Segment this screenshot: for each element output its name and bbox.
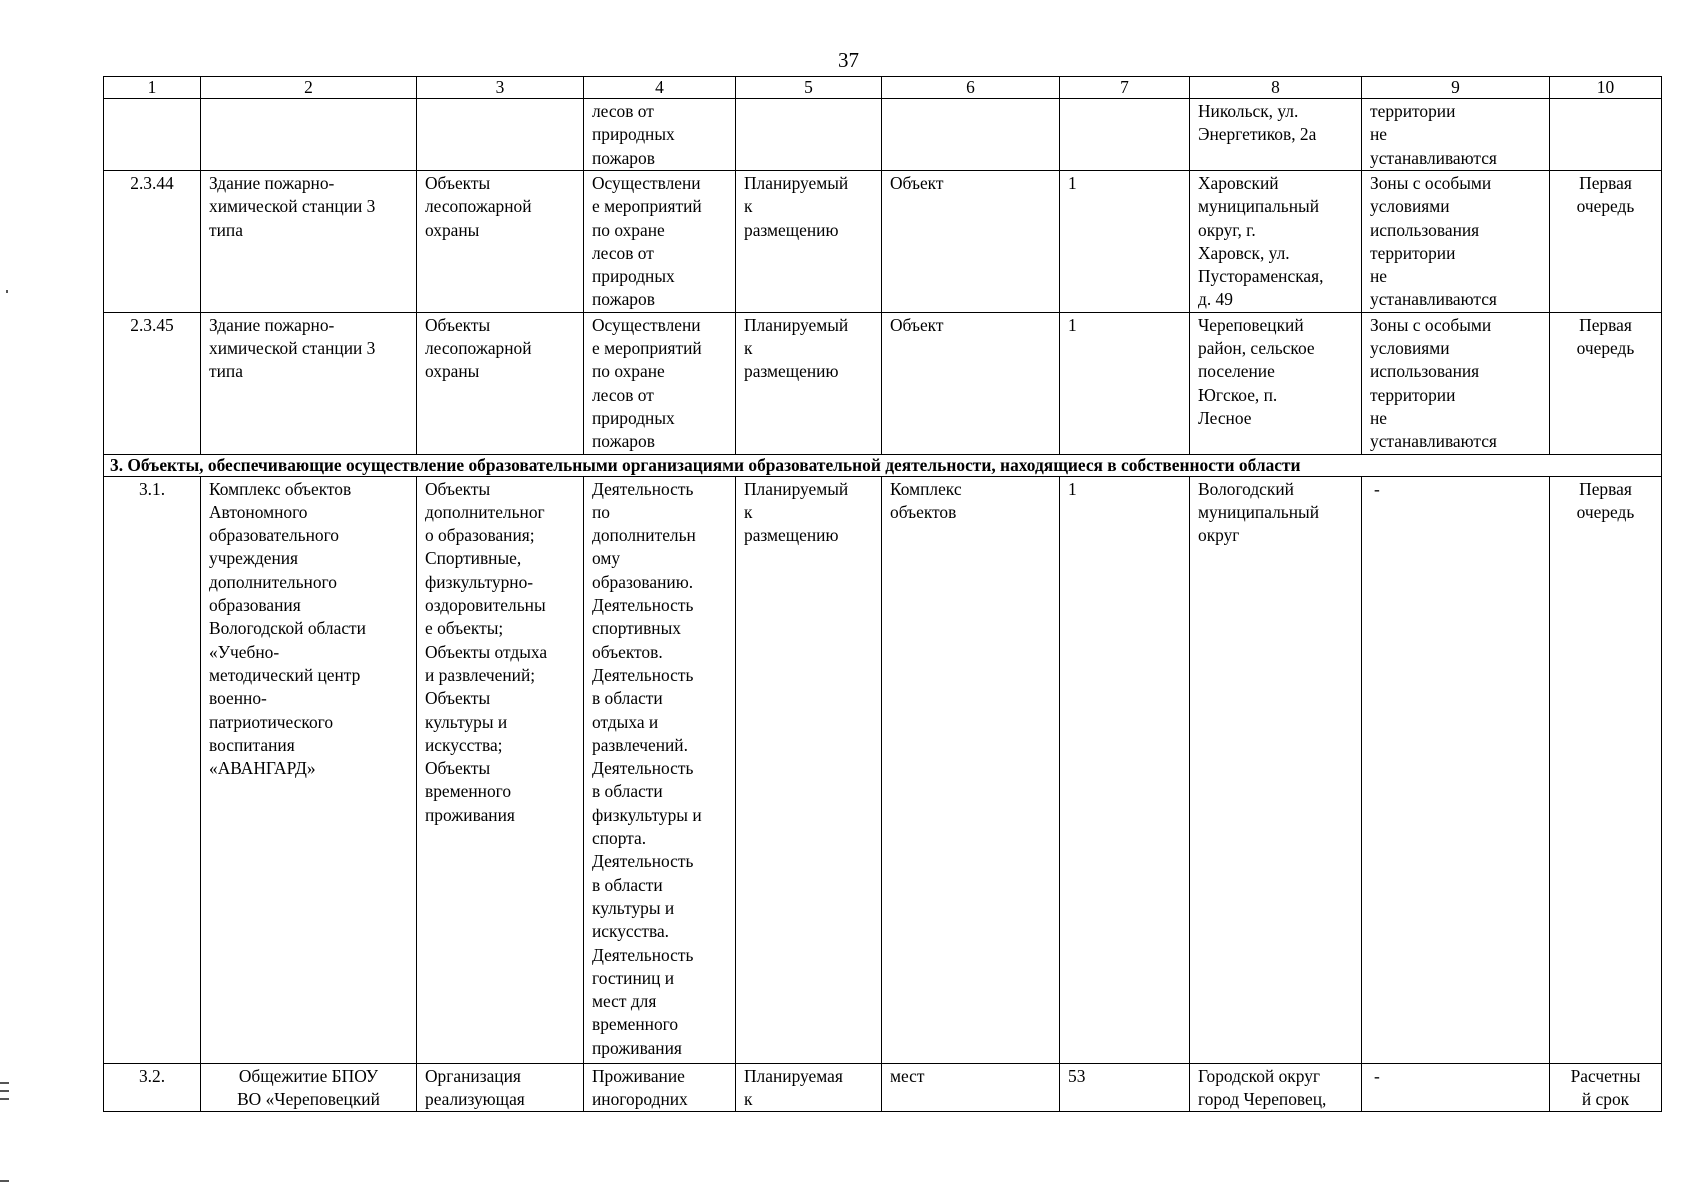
object-stage: Первая очередь <box>1550 476 1662 1063</box>
object-unit: Объект <box>882 171 1060 313</box>
col-header-7: 7 <box>1060 77 1190 99</box>
cell <box>1060 99 1190 171</box>
object-zones: Зоны с особыми условиями использования территории не устанавливаются <box>1362 171 1550 313</box>
scan-mark <box>0 1090 9 1092</box>
table-row-2-3-44 <box>104 171 1662 313</box>
cell <box>882 99 1060 171</box>
table-row-3-1 <box>104 476 1662 1063</box>
object-location: Вологодский муниципальный округ <box>1190 476 1362 1063</box>
object-count: 1 <box>1060 171 1190 313</box>
object-zones: - <box>1362 476 1550 1063</box>
object-name: Общежитие БПОУ ВО «Череповецкий <box>201 1063 417 1112</box>
object-count: 1 <box>1060 312 1190 454</box>
scan-mark <box>0 1082 9 1084</box>
cell <box>736 99 882 171</box>
object-status: Планируемый к размещению <box>736 476 882 1063</box>
table-row-3-2 <box>104 1063 1662 1112</box>
scan-mark <box>6 290 8 293</box>
section-heading: 3. Объекты, обеспечивающие осуществление образовательными организациями образовательной деятельности, находящиеся в собственности области <box>104 454 1662 476</box>
column-number-row <box>104 77 1662 99</box>
cell <box>1550 99 1662 171</box>
object-count: 1 <box>1060 476 1190 1063</box>
col-header-6: 6 <box>882 77 1060 99</box>
col-header-5: 5 <box>736 77 882 99</box>
col-header-1: 1 <box>104 77 201 99</box>
object-status: Планируемый к размещению <box>736 171 882 313</box>
object-type: Организация реализующая <box>417 1063 584 1112</box>
object-zones: - <box>1362 1063 1550 1112</box>
object-status: Планируемый к размещению <box>736 312 882 454</box>
object-type: Объекты дополнительног о образования; Спортивные, физкультурно- оздоровительны е объекты; Объекты отдыха и развлечений; Объекты культуры и искусства; Объекты временного проживания <box>417 476 584 1063</box>
object-purpose: Деятельность по дополнительн ому образованию. Деятельность спортивных объектов. Деятельность в области отдыха и развлечений. Деятельность в области физкультуры и спорта. Деятельность в области культуры и искусства. Деятельность гостиниц и мест для временного проживания <box>584 476 736 1063</box>
row-number: 2.3.44 <box>104 171 201 313</box>
object-type: Объекты лесопожарной охраны <box>417 312 584 454</box>
object-status: Планируемая к <box>736 1063 882 1112</box>
section-heading-row <box>104 454 1662 476</box>
cell <box>104 99 201 171</box>
row-number: 2.3.45 <box>104 312 201 454</box>
col-header-2: 2 <box>201 77 417 99</box>
page-number: 37 <box>838 48 859 72</box>
object-name: Здание пожарно- химической станции 3 типа <box>201 312 417 454</box>
scan-mark <box>0 1180 9 1182</box>
table-row-2-3-45 <box>104 312 1662 454</box>
cell: территории не устанавливаются <box>1362 99 1550 171</box>
cell: лесов от природных пожаров <box>584 99 736 171</box>
object-count: 53 <box>1060 1063 1190 1112</box>
col-header-3: 3 <box>417 77 584 99</box>
object-stage: Расчетны й срок <box>1550 1063 1662 1112</box>
object-zones: Зоны с особыми условиями использования территории не устанавливаются <box>1362 312 1550 454</box>
object-location: Городской округ город Череповец, <box>1190 1063 1362 1112</box>
cell: Никольск, ул. Энергетиков, 2а <box>1190 99 1362 171</box>
planning-table <box>103 76 1662 1112</box>
object-location: Харовский муниципальный округ, г. Харовск, ул. Пустораменская, д. 49 <box>1190 171 1362 313</box>
object-purpose: Проживание иногородних <box>584 1063 736 1112</box>
object-stage: Первая очередь <box>1550 312 1662 454</box>
object-name: Здание пожарно- химической станции 3 типа <box>201 171 417 313</box>
col-header-9: 9 <box>1362 77 1550 99</box>
col-header-4: 4 <box>584 77 736 99</box>
object-purpose: Осуществлени е мероприятий по охране лесов от природных пожаров <box>584 171 736 313</box>
object-purpose: Осуществлени е мероприятий по охране лесов от природных пожаров <box>584 312 736 454</box>
scan-mark <box>0 1098 9 1100</box>
row-number: 3.2. <box>104 1063 201 1112</box>
object-unit: мест <box>882 1063 1060 1112</box>
col-header-10: 10 <box>1550 77 1662 99</box>
col-header-8: 8 <box>1190 77 1362 99</box>
cell <box>417 99 584 171</box>
object-unit: Объект <box>882 312 1060 454</box>
object-name: Комплекс объектов Автономного образовательного учреждения дополнительного образования Вологодской области «Учебно- методический центр военно- патриотического воспитания «АВАНГАРД» <box>201 476 417 1063</box>
table-row-continuation <box>104 99 1662 171</box>
row-number: 3.1. <box>104 476 201 1063</box>
object-unit: Комплекс объектов <box>882 476 1060 1063</box>
object-location: Череповецкий район, сельское поселение Югское, п. Лесное <box>1190 312 1362 454</box>
object-stage: Первая очередь <box>1550 171 1662 313</box>
cell <box>201 99 417 171</box>
object-type: Объекты лесопожарной охраны <box>417 171 584 313</box>
